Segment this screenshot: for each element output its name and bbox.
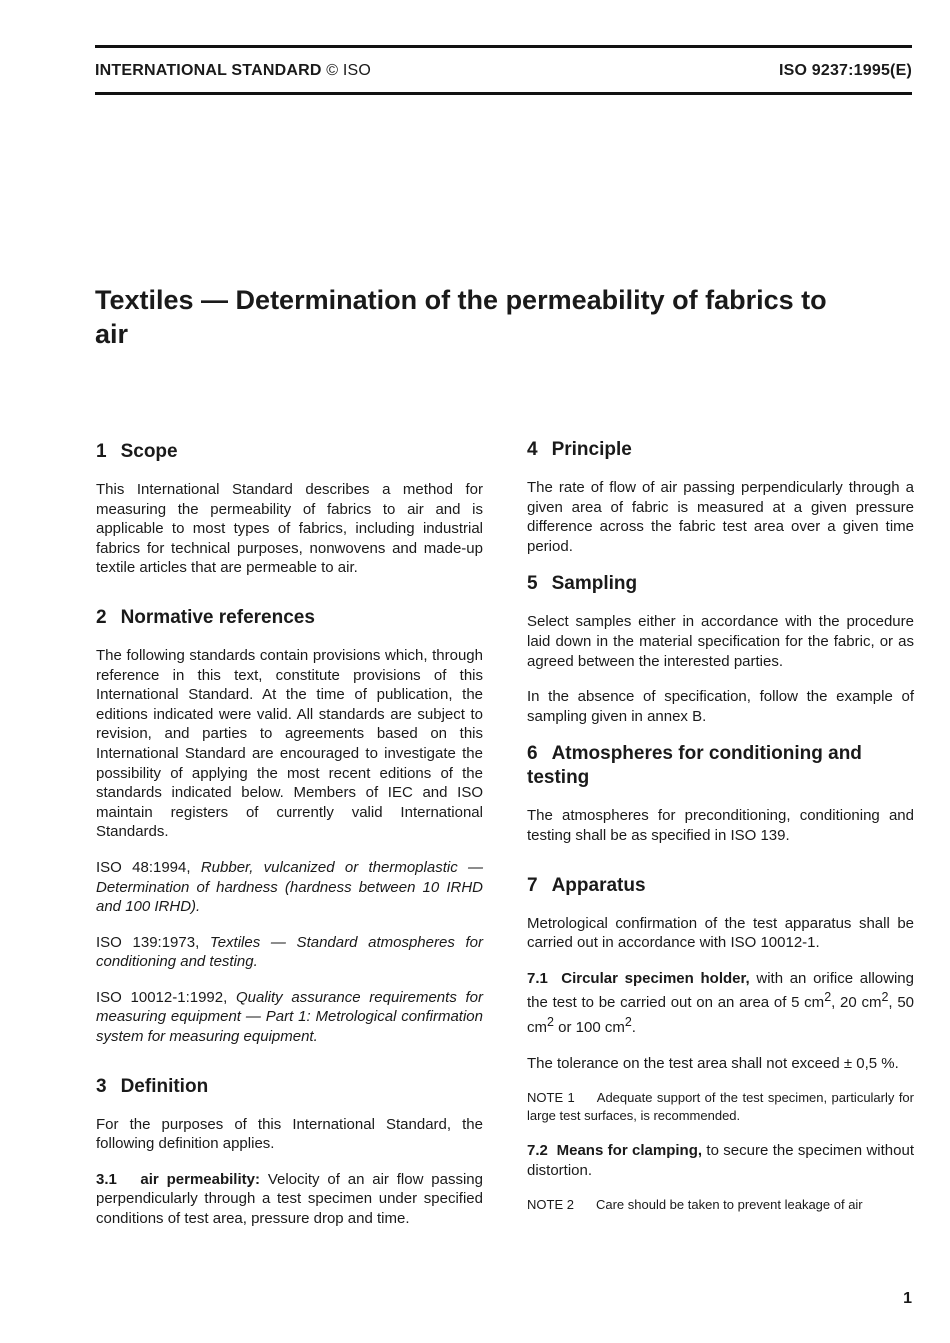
section-apparatus bbox=[527, 874, 914, 1215]
principle-paragraph: The rate of flow of air passing perpendicularly through a given area of fabric is measured at a given pressure difference across the fabric test area over a given time period. bbox=[527, 479, 914, 555]
apparatus-intro: Metrological confirmation of the test apparatus shall be carried out in accordance with ISO 10012-1. bbox=[527, 914, 914, 952]
tolerance-text: The tolerance on the test area shall not exceed bbox=[527, 1054, 840, 1072]
document-title: Textiles — Determination of the permeability of fabrics to air bbox=[95, 285, 827, 349]
reference-code: ISO 48:1994, bbox=[96, 858, 191, 876]
reference-title: Rubber, vulcanized or thermoplastic — Determination of hardness (hardness between 10 IRHD and 100 IRHD). bbox=[96, 858, 483, 916]
section-title: Definition bbox=[120, 1075, 209, 1097]
definition-term: air permeability: bbox=[140, 1170, 260, 1188]
page-number: 1 bbox=[903, 1290, 912, 1307]
section-heading bbox=[96, 440, 483, 464]
right-column bbox=[527, 438, 914, 1230]
note-text: Adequate support of the test specimen, particularly for large test surfaces, is recommended. bbox=[527, 1090, 914, 1124]
reference-title: Textiles — Standard atmospheres for conditioning and testing. bbox=[96, 933, 483, 971]
scope-paragraph: This International Standard describes a method for measuring the permeability of fabrics to air and is applicable to most types of fabrics, including industrial fabrics for technical purposes, nonwovens and made-up textile articles that are permeable to air. bbox=[96, 481, 483, 577]
section-definition bbox=[96, 1075, 483, 1229]
sampling-paragraph-1: Select samples either in accordance with the procedure laid down in the material specification for the fabric, or as agreed between the interested parties. bbox=[527, 613, 914, 670]
reference-item bbox=[96, 988, 483, 1047]
section-title: Atmospheres for conditioning and testing bbox=[527, 743, 862, 789]
definition-item bbox=[96, 1170, 483, 1229]
section-title: Scope bbox=[120, 441, 178, 462]
note-1 bbox=[527, 1089, 914, 1125]
header-document-number: ISO 9237:1995(E) bbox=[778, 62, 912, 79]
subclause-text: to secure the specimen without distortion. bbox=[527, 1142, 915, 1179]
reference-code: ISO 10012-1:1992, bbox=[96, 988, 228, 1006]
section-title: Normative references bbox=[120, 606, 315, 628]
section-title: Sampling bbox=[551, 573, 638, 595]
section-heading bbox=[96, 1075, 483, 1099]
header-standard-type: INTERNATIONAL STANDARD bbox=[95, 62, 322, 79]
sampling-paragraph-2: In the absence of specification, follow the example of sampling given in annex B. bbox=[527, 688, 914, 725]
subclause-number: 7.1 bbox=[527, 969, 548, 987]
note-label: NOTE 2 bbox=[527, 1197, 574, 1213]
definition-intro: For the purposes of this International Standard, the following definition applies. bbox=[96, 1115, 483, 1153]
subclause-7-2 bbox=[527, 1141, 914, 1180]
section-number: 2 bbox=[96, 606, 107, 628]
section-principle bbox=[527, 438, 914, 556]
definition-number: 3.1 bbox=[96, 1170, 117, 1188]
section-number: 4 bbox=[527, 439, 538, 460]
subclause-term: Circular specimen holder, bbox=[561, 969, 750, 987]
header-rule-top bbox=[95, 45, 912, 48]
area-unit-exponent: 2 bbox=[547, 1014, 554, 1029]
subclause-term: Means for clamping, bbox=[556, 1142, 703, 1160]
area-unit-exponent: 2 bbox=[824, 990, 832, 1005]
area-value: 5 cm bbox=[791, 994, 825, 1012]
note-label: NOTE 1 bbox=[527, 1090, 575, 1106]
section-number: 1 bbox=[96, 441, 107, 462]
section-number: 7 bbox=[527, 874, 538, 896]
area-value: 100 cm bbox=[575, 1018, 625, 1036]
area-unit-exponent: 2 bbox=[881, 990, 889, 1005]
reference-title: Quality assurance requirements for measuring equipment — Part 1: Metrological confirmation system for measuring equipment. bbox=[96, 988, 484, 1046]
reference-item bbox=[96, 858, 483, 917]
header-standard-label bbox=[95, 62, 371, 80]
section-title: Apparatus bbox=[551, 874, 646, 896]
atmospheres-paragraph: The atmospheres for preconditioning, conditioning and testing shall be as specified in ISO 139. bbox=[527, 807, 914, 844]
section-heading bbox=[96, 606, 483, 630]
section-number: 6 bbox=[527, 743, 538, 765]
definition-text: Velocity of an air flow passing perpendicularly through a test specimen under specified conditions of test area, pressure drop and time. bbox=[96, 1170, 483, 1228]
tolerance-value: ± 0,5 %. bbox=[843, 1054, 899, 1072]
section-number: 3 bbox=[96, 1075, 107, 1097]
section-title: Principle bbox=[551, 439, 632, 460]
subclause-7-1: 7.1 Circular specimen holder, with an orifice allowing the test to be carried out on an area of 5 $cm^2$, 20 $cm^2$, 50 $cm^2$ or 100 $cm^2$. bbox=[527, 969, 915, 1036]
section-sampling bbox=[527, 572, 914, 726]
section-atmospheres bbox=[527, 742, 914, 845]
subclause-number: 7.2 bbox=[527, 1142, 548, 1160]
reference-code: ISO 139:1973, bbox=[96, 933, 200, 951]
section-heading bbox=[527, 438, 914, 462]
subclause-text: with an orifice allowing the test to be carried out on an area of bbox=[527, 969, 914, 1012]
section-normative-references bbox=[96, 606, 483, 1047]
header-rule-bottom bbox=[95, 92, 912, 95]
section-heading bbox=[527, 874, 914, 898]
reference-item bbox=[96, 933, 483, 972]
section-heading bbox=[527, 742, 914, 790]
references-intro: The following standards contain provisions which, through reference in this text, constitute provisions of this International Standard. At the time of publication, the editions indicated were valid. All standards are subject to revision, and parties to agreements based on this International Standard are encouraged to investigate the possibility of applying the most recent editions of the standards indicated below. Members of IEC and ISO maintain registers of currently valid International Standards. bbox=[96, 646, 483, 841]
left-column bbox=[96, 440, 483, 1245]
area-unit-exponent: 2 bbox=[624, 1014, 632, 1029]
area-value: 20 cm bbox=[840, 994, 882, 1012]
area-value: 50 cm bbox=[527, 994, 915, 1036]
section-heading bbox=[527, 572, 914, 596]
header-copyright: © ISO bbox=[326, 62, 372, 79]
section-number: 5 bbox=[527, 573, 538, 595]
section-scope bbox=[96, 440, 483, 578]
note-text: Care should be taken to prevent leakage of air bbox=[595, 1197, 863, 1213]
note-2 bbox=[527, 1196, 914, 1214]
tolerance-paragraph bbox=[527, 1054, 914, 1074]
